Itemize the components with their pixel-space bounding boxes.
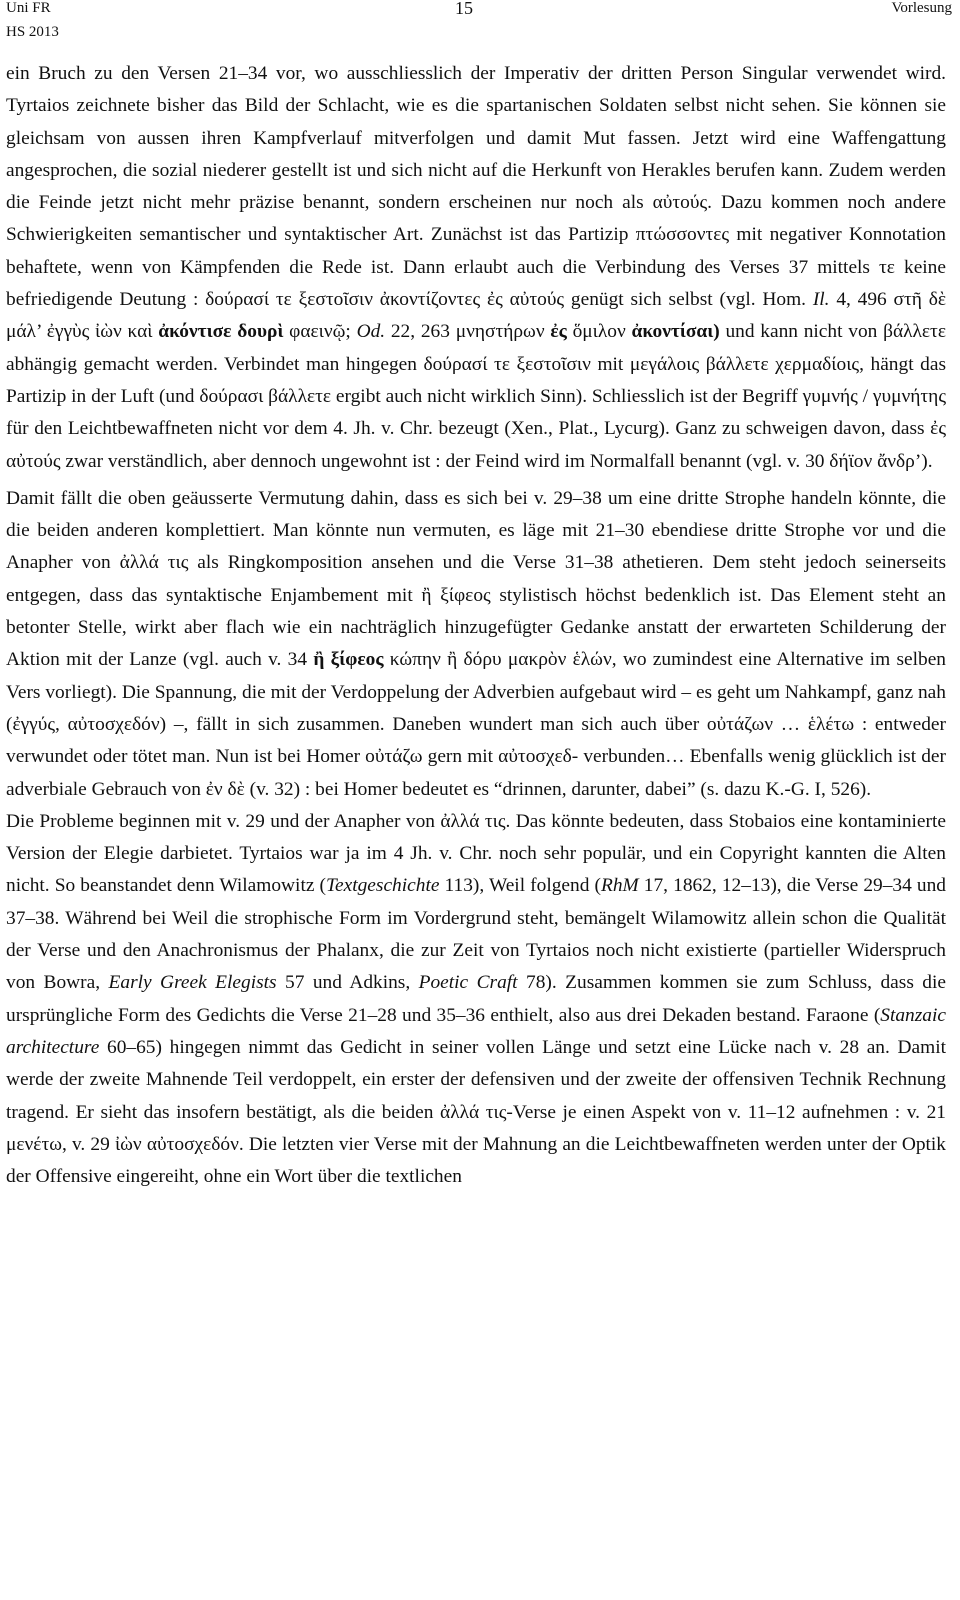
bold-run: ἀκόντισε δουρὶ — [158, 321, 284, 343]
italic-run: RhM — [600, 875, 639, 897]
text-run: 17, 1862, 12–13), die Verse 29–34 und 37–38. Während bei Weil die strophische Form im Vordergrund steht, bemängelt Wilamowitz allein schon die Qualität der Verse und den Anachronismus der Phalanx, die zur Zeit von Tyrtaios noch nicht existierte (partieller Widerspruch von Bowra, — [6, 875, 947, 994]
text-run: 78). Zusammen kommen sie zum Schluss, dass die ursprüngliche Form des Gedichts die Verse 21–28 und 35–36 enthielt, also aus drei Dekaden bestand. Faraone ( — [6, 972, 946, 1026]
header-type: Vorlesung — [891, 0, 952, 16]
text-run: κώπην ἢ δόρυ μακρὸν ἑλών, wo zumindest eine Alternative im selben Vers vorliegt). Die Spannung, die mit der Verdoppelung der Adverbien aufgebaut wird – es geht um Nahkampf, ganz nah (ἐγγύς, αὐτοσχεδόν) –, fällt in sich zusammen. Daneben wundert man sich auch über οὐτάζων … ἑλέτω : entweder verwundet oder tötet man. Nun ist bei Homer οὐτάζω gern mit αὐτοσχεδ- verbunden… Ebenfalls wenig glücklich ist der adverbiale Gebrauch von ἐν δὲ (v. 32) : bei Homer bedeutet es “drinnen, darunter, dabei” (s. dazu K.-G. I, 526). — [6, 649, 946, 800]
text-run: und kann nicht von βάλλετε abhängig gemacht werden. Verbindet man hingegen δούρασί τε ξεστοῖσιν mit μεγάλοις βάλλετε χερμαδίοις, hängt das Partizip in der Luft (und δούρασι βάλλετε ergibt auch nicht wirklich Sinn). Schliesslich ist der Begriff γυμνής / γυμνήτης für den Leichtbewaffneten nicht vor dem 4. Jh. v. Chr. bezeugt (Xen., Plat., Lycurg). Ganz zu schweigen davon, dass ἐς αὐτούς zwar verständlich, aber dennoch ungewohnt ist : der Feind wird im Normalfall benannt (vgl. v. 30 δήϊον ἄνδρ’). — [6, 321, 946, 472]
italic-run: Od. — [356, 321, 386, 343]
text-run: φαεινῷ; — [283, 321, 357, 343]
page-header — [0, 0, 960, 50]
italic-run: Il. — [812, 289, 830, 311]
document-body — [6, 58, 946, 1193]
text-run: Damit fällt die oben geäusserte Vermutung dahin, dass es sich bei v. 29–38 um eine dritte Strophe handeln könnte, die die beiden anderen komplettiert. Man könnte nun vermuten, es läge mit 21–30 ebendiese dritte Strophe vor und die Anapher von ἀλλά τις als Ringkomposition ansehen und die Verse 31–38 athetieren. Dem steht jedoch seinerseits entgegen, dass das syntaktische Enjambement mit ἢ ξίφεος stylistisch höchst bedenklich ist. Das Element steht an betonter Stelle, wirkt aber flach wie ein nachträglich hinzugefügter Gedanke anstatt der erwarteten Schilderung der Aktion mit der Lanze (vgl. auch v. 34 — [6, 487, 946, 671]
paragraph — [6, 806, 946, 1194]
page-number: 15 — [455, 0, 473, 18]
italic-run: Textgeschichte — [326, 875, 440, 897]
text-run: 22, 263 μνηστήρων — [385, 321, 551, 343]
header-course: Uni FR — [6, 0, 51, 16]
bold-run: ἀκοντίσαι) — [631, 321, 720, 343]
text-run: 4, 496 στῆ δὲ μάλ’ ἐγγὺς ἰὼν καὶ — [6, 289, 947, 343]
bold-run: ἐς — [550, 321, 567, 343]
paragraph — [6, 58, 946, 478]
italic-run: Early Greek Elegists — [108, 972, 277, 994]
paragraph — [6, 483, 946, 806]
header-semester: HS 2013 — [6, 24, 59, 40]
text-run: ὅμιλον — [566, 321, 632, 343]
bold-run: ἢ ξίφεος — [313, 649, 384, 671]
text-run: 113), Weil folgend ( — [439, 875, 601, 897]
text-run: ein Bruch zu den Versen 21–34 vor, wo ausschliesslich der Imperativ der dritten Person Singular verwendet wird. Tyrtaios zeichnete bisher das Bild der Schlacht, wie es die spartanischen Soldaten selbst nicht sehen. Sie können sie gleichsam von aussen ihren Kampfverlauf mitverfolgen und damit Mut fassen. Jetzt wird eine Waffengattung angesprochen, die sozial niederer gestellt ist und sich nicht auf die Herkunft von Herakles berufen kann. Zudem werden die Feinde jetzt nicht mehr präzise benannt, sondern erscheinen nur noch als αὐτούς. Dazu kommen noch andere Schwierigkeiten semantischer und syntaktischer Art. Zunächst ist das Partizip πτώσσοντες mit negativer Konnotation behaftete, wenn von Kämpfenden die Rede ist. Dann erlaubt auch die Verbindung des Verses 37 mittels τε keine befriedigende Deutung : δούρασί τε ξεστοῖσιν ἀκοντίζοντες ἐς αὐτούς genügt sich selbst (vgl. Hom. — [6, 63, 946, 311]
text-run: 60–65) hingegen nimmt das Gedicht in seiner vollen Länge und setzt eine Lücke nach v. 28 an. Damit werde der zweite Mahnende Teil verdoppelt, ein erster der defensiven und der zweite der offensiven Technik Rechnung tragend. Er sieht das insofern bestätigt, als die beiden ἀλλά τις-Verse je einen Aspekt von v. 11–12 aufnehmen : v. 21 μενέτω, v. 29 ἰὼν αὐτοσχεδόν. Die letzten vier Verse mit der Mahnung an die Leichtbewaffneten werden unter der Optik der Offensive eingereiht, ohne ein Wort über die textlichen — [6, 1036, 946, 1188]
italic-run: Poetic Craft — [418, 972, 518, 994]
italic-run: Stanzaic architecture — [6, 1004, 946, 1058]
text-run: Die Probleme beginnen mit v. 29 und der Anapher von ἀλλά τις. Das könnte bedeuten, dass Stobaios eine kontaminierte Version der Elegie darbietet. Tyrtaios war ja im 4 Jh. v. Chr. noch sehr populär, und ein Copyright kannten die Alten nicht. So beanstandet denn Wilamowitz ( — [6, 810, 946, 897]
text-run: 57 und Adkins, — [276, 972, 419, 994]
